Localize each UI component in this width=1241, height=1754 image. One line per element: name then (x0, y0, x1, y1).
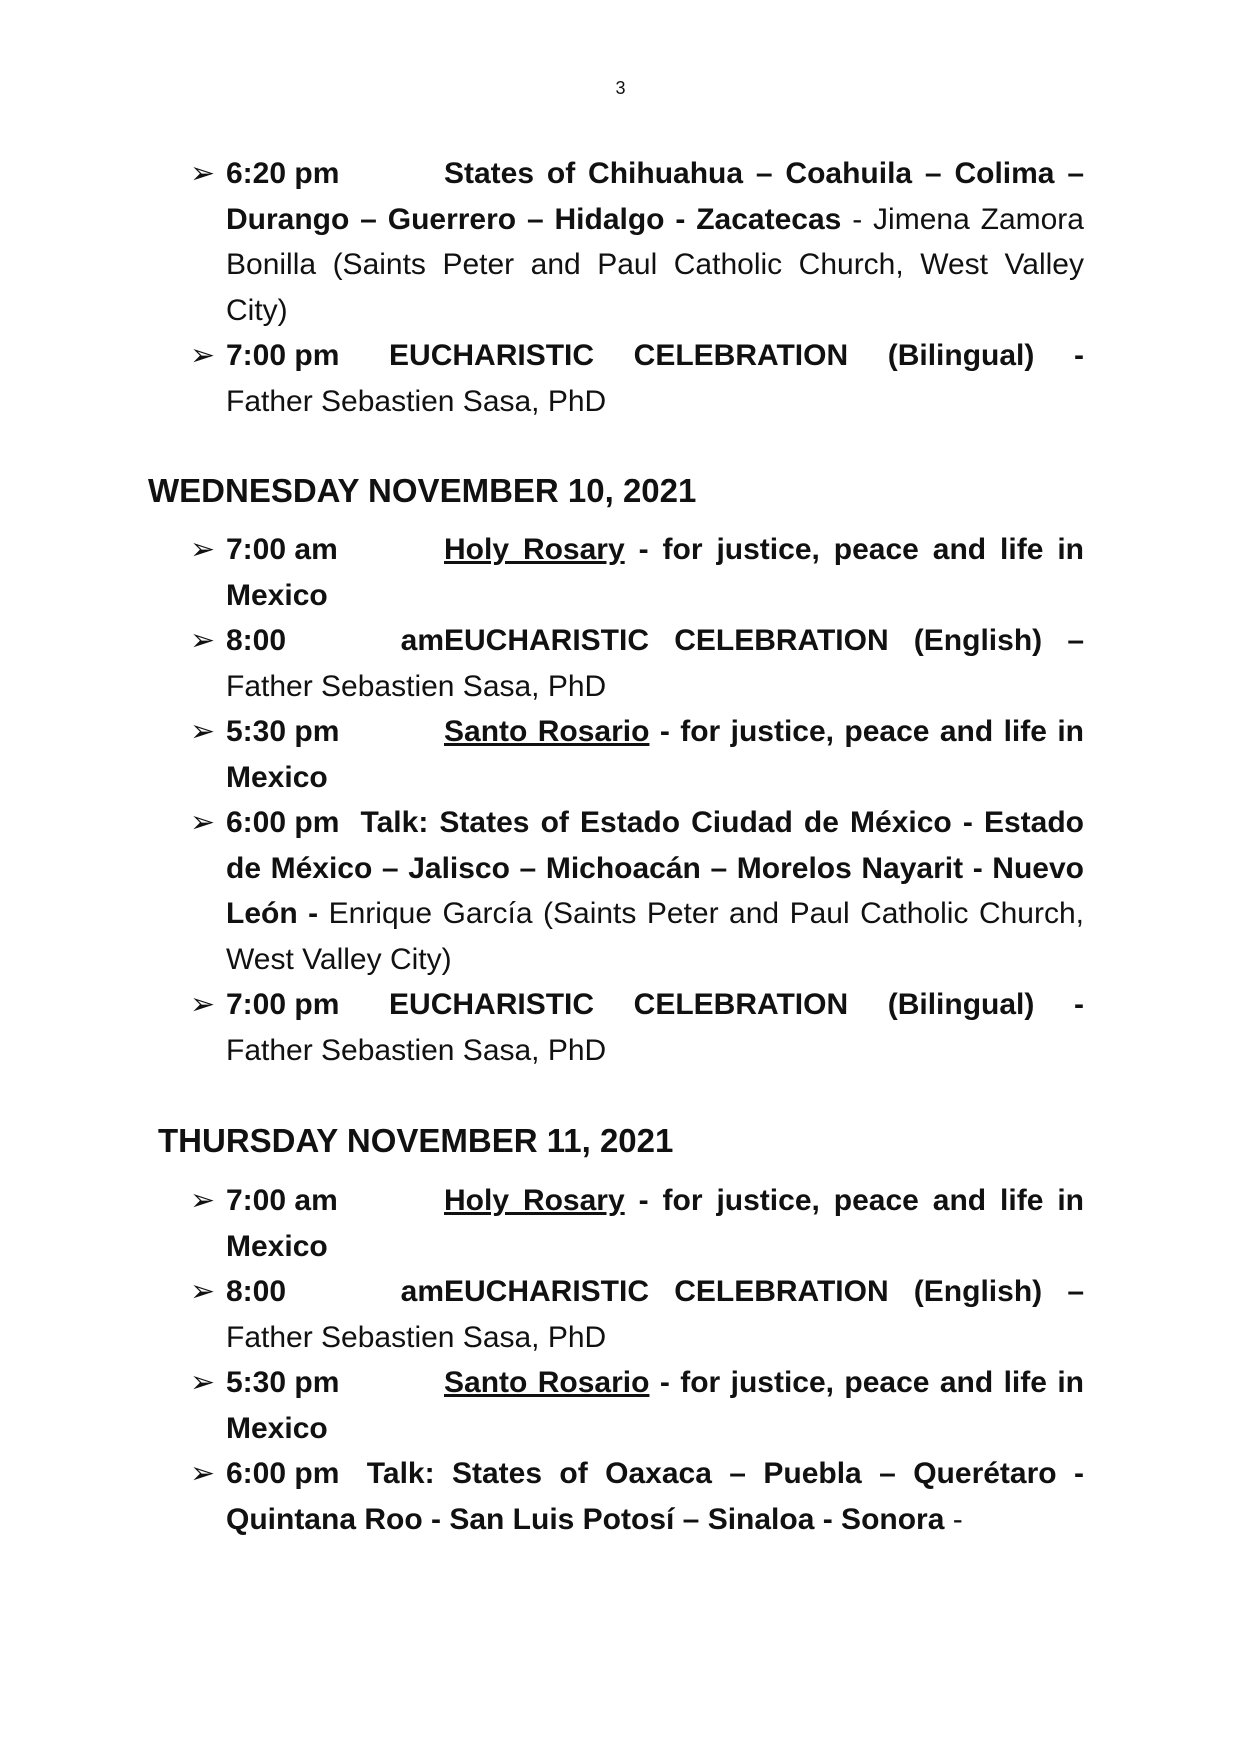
holy-rosary-link[interactable]: Holy Rosary (444, 1184, 625, 1217)
item-detail: Father Sebastien Sasa, PhD (226, 1033, 607, 1067)
item-title: Talk: States of Estado Ciudad de México - Estado de México – Jalisco – Michoacán – Morelos Nayarit - Nuevo León - (226, 806, 1084, 930)
list-item (190, 709, 1084, 800)
list-item (190, 1178, 1084, 1269)
item-detail: Enrique García (Saints Peter and Paul Catholic Church, West Valley City) (226, 897, 1084, 976)
top-schedule-list (190, 151, 1084, 424)
item-title: - for justice, peace and life in Mexico (226, 1184, 1084, 1263)
item-time: 7:00 pm (226, 339, 340, 372)
arrow-bullet-icon: ➢ (190, 339, 216, 372)
arrow-bullet-icon: ➢ (190, 1184, 216, 1217)
list-item (190, 527, 1084, 618)
item-detail: Father Sebastien Sasa, PhD (226, 384, 607, 418)
item-time: 6:00 pm (226, 806, 340, 839)
thursday-schedule-list (190, 1178, 1084, 1542)
item-title: - for justice, peace and life in Mexico (226, 1366, 1084, 1445)
santo-rosario-link[interactable]: Santo Rosario (444, 1366, 650, 1399)
arrow-bullet-icon: ➢ (190, 715, 216, 748)
list-item (190, 1451, 1084, 1542)
item-title: EUCHARISTIC CELEBRATION (Bilingual) - (389, 339, 1084, 372)
item-title: EUCHARISTIC CELEBRATION (Bilingual) - (389, 988, 1084, 1021)
thursday-heading: THURSDAY NOVEMBER 11, 2021 (158, 1122, 674, 1159)
list-item (190, 1269, 1084, 1360)
item-title: - for justice, peace and life in Mexico (226, 533, 1084, 612)
arrow-bullet-icon: ➢ (190, 806, 216, 839)
item-detail: Father Sebastien Sasa, PhD (226, 1320, 607, 1354)
item-time: 8:00 am (226, 624, 444, 657)
item-detail: Father Sebastien Sasa, PhD (226, 669, 607, 703)
item-detail: - Jimena Zamora Bonilla (Saints Peter and Paul Catholic Church, West Valley City) (226, 202, 1084, 327)
item-time: 7:00 am (226, 1184, 338, 1217)
item-title: States of Chihuahua – Coahuila – Colima – Durango – Guerrero – Hidalgo - Zacatecas (226, 157, 1084, 236)
item-title: - for justice, peace and life in Mexico (226, 715, 1084, 794)
wednesday-heading: WEDNESDAY NOVEMBER 10, 2021 (148, 472, 697, 509)
arrow-bullet-icon: ➢ (190, 988, 216, 1021)
item-title: EUCHARISTIC CELEBRATION (English) – (444, 624, 1084, 657)
list-item (190, 151, 1084, 333)
wednesday-schedule-list (190, 527, 1084, 1073)
item-time: 5:30 pm (226, 715, 340, 748)
list-item (190, 618, 1084, 709)
item-time: 5:30 pm (226, 1366, 340, 1399)
santo-rosario-link[interactable]: Santo Rosario (444, 715, 650, 748)
list-item (190, 982, 1084, 1073)
list-item (190, 333, 1084, 424)
list-item (190, 800, 1084, 982)
item-time: 7:00 am (226, 533, 338, 566)
arrow-bullet-icon: ➢ (190, 533, 216, 566)
item-detail: - (944, 1502, 963, 1536)
holy-rosary-link[interactable]: Holy Rosary (444, 533, 625, 566)
item-time: 6:00 pm (226, 1457, 340, 1490)
arrow-bullet-icon: ➢ (190, 157, 216, 190)
arrow-bullet-icon: ➢ (190, 1366, 216, 1399)
arrow-bullet-icon: ➢ (190, 624, 216, 657)
item-time: 7:00 pm (226, 988, 340, 1021)
page-number: 3 (615, 78, 626, 98)
list-item (190, 1360, 1084, 1451)
arrow-bullet-icon: ➢ (190, 1457, 216, 1490)
item-title: Talk: States of Oaxaca – Puebla – Querétaro - Quintana Roo - San Luis Potosí – Sinaloa - Sonora (226, 1457, 1084, 1536)
item-title: EUCHARISTIC CELEBRATION (English) – (444, 1275, 1084, 1308)
arrow-bullet-icon: ➢ (190, 1275, 216, 1308)
item-time: 8:00 am (226, 1275, 444, 1308)
item-time: 6:20 pm (226, 157, 340, 190)
